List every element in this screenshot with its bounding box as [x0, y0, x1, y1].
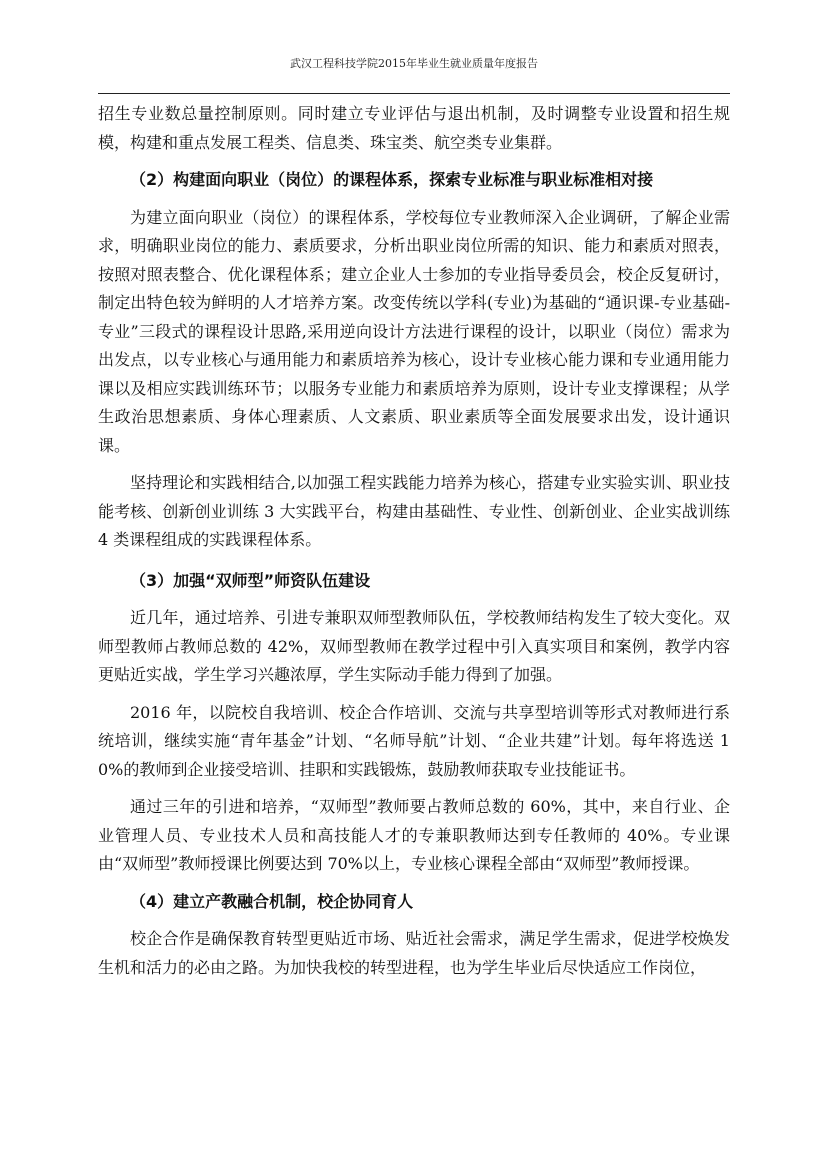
document-body	[98, 100, 730, 982]
section-heading-2: （2）构建面向职业（岗位）的课程体系，探索专业标准与职业标准相对接	[130, 170, 654, 189]
paragraph-enrollment-control: 招生专业数总量控制原则。同时建立专业评估与退出机制，及时调整专业设置和招生规模，构建和重点发展工程类、信息类、珠宝类、航空类专业集群。	[98, 104, 730, 152]
paragraph-three-year-goal: 通过三年的引进和培养，“双师型”教师要占教师总数的 60%，其中，来自行业、企业管理人员、专业技术人员和高技能人才的专兼职教师达到专任教师的 40%。专业课由“双师型”教师授课比例要达到 70%以上，专业核心课程全部由“双师型”教师授课。	[98, 797, 730, 873]
section-heading-3: （3）加强“双师型”师资队伍建设	[130, 570, 371, 590]
page-header: 武汉工程科技学院2015年毕业生就业质量年度报告	[290, 57, 538, 70]
paragraph-dual-teachers: 近几年，通过培养、引进专兼职双师型教师队伍，学校教师结构发生了较大变化。双师型教师占教师总数的 42%，双师型教师在教学过程中引入真实项目和案例，教学内容更贴近实战，学生学习兴趣浓厚，学生实际动手能力得到了加强。	[98, 608, 730, 684]
section-heading-4: （4）建立产教融合机制，校企协同育人	[130, 891, 414, 911]
paragraph-school-enterprise: 校企合作是确保教育转型更贴近市场、贴近社会需求，满足学生需求，促进学校焕发生机和活力的必由之路。为加快我校的转型进程，也为学生毕业后尽快适应工作岗位，	[98, 929, 730, 977]
paragraph-training-2016: 2016 年，以院校自我培训、校企合作培训、交流与共享型培训等形式对教师进行系统培训，继续实施“青年基金”计划、“名师导航”计划、“企业共建”计划。每年将选送 10%的教师到企业接受培训、挂职和实践锻炼，鼓励教师获取专业技能证书。	[98, 702, 730, 779]
paragraph-curriculum: 为建立面向职业（岗位）的课程体系，学校每位专业教师深入企业调研，了解企业需求，明确职业岗位的能力、素质要求，分析出职业岗位所需的知识、能力和素质对照表，按照对照表整合、优化课程体系；建立企业人士参加的专业指导委员会，校企反复研讨，制定出特色较为鲜明的人才培养方案。改变传统以学科(专业)为基础的“通识课-专业基础-专业”三段式的课程设计思路,采用逆向设计方法进行课程的设计，以职业（岗位）需求为出发点，以专业核心与通用能力和素质培养为核心，设计专业核心能力课和专业通用能力课以及相应实践训练环节；以服务专业能力和素质培养为原则，设计专业支撑课程；从学生政治思想素质、身体心理素质、人文素质、职业素质等全面发展要求出发，设计通识课。	[98, 207, 730, 455]
header-rule	[98, 93, 730, 94]
paragraph-practice-platform: 坚持理论和实践相结合,以加强工程实践能力培养为核心，搭建专业实验实训、职业技能考核、创新创业训练 3 大实践平台，构建由基础性、专业性、创新创业、企业实战训练 4 类课程组成的实践课程体系。	[98, 473, 730, 549]
